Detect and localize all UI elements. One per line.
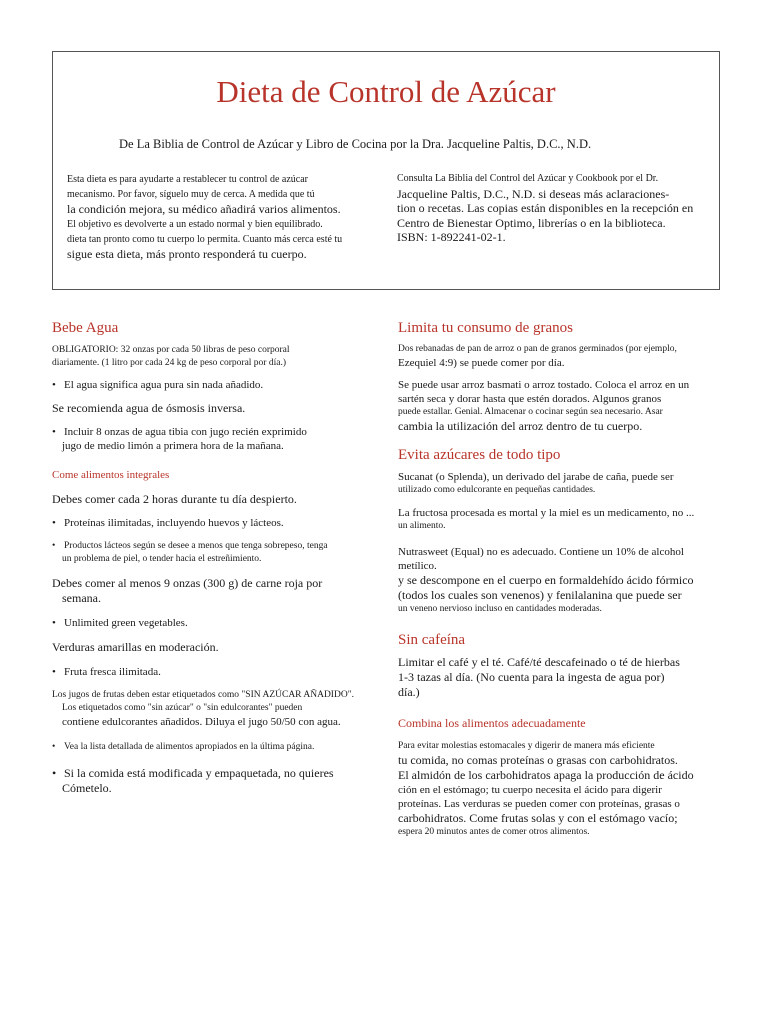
text-line: • Si la comida está modificada y empaquetada, no quieres <box>52 766 385 781</box>
intro-right-line: ISBN: 1-892241-02-1. <box>397 230 506 244</box>
paragraph <box>52 344 385 370</box>
text-line: espera 20 minutos antes de comer otros alimentos. <box>398 827 590 837</box>
right-column <box>398 320 698 839</box>
intro-right-line: Centro de Bienestar Optimo, librerías o en la biblioteca. <box>397 215 666 230</box>
text-line: semana. <box>62 591 101 605</box>
section-heading-grains: Limita tu consumo de granos <box>398 320 573 336</box>
section-heading-water: Bebe Agua <box>52 320 119 336</box>
paragraph: Debes comer cada 2 horas durante tu día despierto. <box>52 492 297 506</box>
paragraph <box>398 655 698 700</box>
text-line: Nutrasweet (Equal) no es adecuado. Contiene un 10% de alcohol metílico. <box>398 546 684 572</box>
intro-right-line: Consulta La Biblia del Control del Azúcar y Cookbook por el Dr. <box>397 173 659 184</box>
header-box <box>52 51 720 290</box>
text-line: El almidón de los carbohidratos apaga la producción de ácido <box>398 768 694 782</box>
text-line: utilizado como edulcorante en pequeñas cantidades. <box>398 485 596 495</box>
text-line: Se puede usar arroz basmati o arroz tostado. Coloca el arroz en un <box>398 379 690 391</box>
page-title: Dieta de Control de Azúcar <box>216 74 556 109</box>
text-line: Ezequiel 4:9) se puede comer por día. <box>398 357 565 369</box>
bullet-item: • Vea la lista detallada de alimentos apropiados en la última página. <box>52 741 385 754</box>
left-column <box>52 320 385 796</box>
intro-left-line: El objetivo es devolverte a un estado normal y bien equilibrado. <box>67 219 323 230</box>
intro-left-line: sigue esta dieta, más pronto responderá tu cuerpo. <box>67 247 307 261</box>
text-line: ción en el estómago; tu cuerpo necesita el ácido para digerir <box>398 784 662 796</box>
intro-left-line: mecanismo. Por favor, síguelo muy de cerca. A medida que tú <box>67 189 315 200</box>
paragraph <box>52 689 385 729</box>
intro-right <box>397 172 697 245</box>
bullet-item <box>52 540 385 566</box>
text-line: sartén seca y dorar hasta que estén dorados. Algunos granos <box>398 393 662 405</box>
text-line: diariamente. (1 litro por cada 24 kg de peso corporal por día.) <box>52 358 286 368</box>
intro-left <box>67 172 365 262</box>
paragraph <box>398 470 698 497</box>
text-line: La fructosa procesada es mortal y la miel es un medicamento, no ... <box>398 507 695 519</box>
bullet-item: • El agua significa agua pura sin nada añadido. <box>52 378 385 392</box>
text-line: Debes comer al menos 9 onzas (300 g) de carne roja por <box>52 576 323 590</box>
text-line: proteínas. Las verduras se pueden comer con proteínas, grasas o <box>398 798 680 810</box>
text-line: día.) <box>398 685 420 699</box>
paragraph <box>398 506 698 533</box>
text-line: OBLIGATORIO: 32 onzas por cada 50 libras de peso corporal <box>52 345 290 355</box>
intro-left-line: la condición mejora, su médico añadirá varios alimentos. <box>67 202 341 216</box>
intro-right-line: tion o recetas. Las copias están disponibles en la recepción en <box>397 201 694 215</box>
bullet-item: • Unlimited green vegetables. <box>52 616 385 630</box>
text-line: Los etiquetados como "sin azúcar" o "sin edulcorantes" pueden <box>62 703 303 713</box>
text-line: (todos los cuales son venenos) y fenilalanina que puede ser <box>398 588 682 602</box>
paragraph <box>398 545 698 616</box>
intro-left-line: dieta tan pronto como tu cuerpo lo permita. Cuanto más cerca esté tu <box>67 234 343 245</box>
text-line: puede estallar. Genial. Almacenar o cocinar según sea necesario. Asar <box>398 407 663 417</box>
bullet-item: • Proteínas ilimitadas, incluyendo huevos y lácteos. <box>52 516 385 530</box>
text-line: un problema de piel, o tender hacia el estreñimiento. <box>62 554 262 564</box>
paragraph <box>398 740 698 839</box>
text-line: • Incluir 8 onzas de agua tibia con jugo recién exprimido <box>52 425 385 439</box>
text-line: un veneno nervioso incluso en cantidades moderadas. <box>398 604 602 614</box>
paragraph <box>398 343 698 370</box>
section-heading-sugar: Evita azúcares de todo tipo <box>398 447 561 463</box>
text-line: y se descompone en el cuerpo en formaldehído ácido fórmico <box>398 573 694 587</box>
paragraph: Verduras amarillas en moderación. <box>52 640 219 654</box>
paragraph <box>52 576 385 606</box>
text-line: jugo de medio limón a primera hora de la mañana. <box>62 440 284 452</box>
text-line: • Productos lácteos según se desee a menos que tenga sobrepeso, tenga <box>52 540 385 553</box>
text-line: carbohidratos. Come frutas solas y con el estómago vacío; <box>398 811 678 825</box>
text-line: Dos rebanadas de pan de arroz o pan de granos germinados (por ejemplo, <box>398 344 677 354</box>
bullet-item <box>52 766 385 796</box>
bullet-item: • Fruta fresca ilimitada. <box>52 665 385 679</box>
section-heading-whole-foods: Come alimentos integrales <box>52 469 170 481</box>
section-heading-combine: Combina los alimentos adecuadamente <box>398 716 586 730</box>
text-line: cambia la utilización del arroz dentro de tu cuerpo. <box>398 419 643 433</box>
text-line: un alimento. <box>398 521 446 531</box>
text-line: Para evitar molestias estomacales y digerir de manera más eficiente <box>398 741 655 751</box>
subtitle: De La Biblia de Control de Azúcar y Libro de Cocina por la Dra. Jacqueline Paltis, D.C., N.D. <box>119 137 592 151</box>
text-line: Los jugos de frutas deben estar etiquetados como "SIN AZÚCAR AÑADIDO". <box>52 690 354 700</box>
section-heading-caffeine: Sin cafeína <box>398 632 466 648</box>
text-line: Cómetelo. <box>62 781 112 795</box>
intro-left-line: Esta dieta es para ayudarte a restablecer tu control de azúcar <box>67 174 308 185</box>
text-line: 1-3 tazas al día. (No cuenta para la ingesta de agua por) <box>398 670 665 684</box>
intro-right-line: Jacqueline Paltis, D.C., N.D. si deseas más aclaraciones- <box>397 186 670 201</box>
text-line: contiene edulcorantes añadidos. Diluya el jugo 50/50 con agua. <box>62 716 341 728</box>
paragraph <box>398 378 698 434</box>
paragraph: Se recomienda agua de ósmosis inversa. <box>52 401 246 415</box>
text-line: Limitar el café y el té. Café/té descafeinado o té de hierbas <box>398 655 680 669</box>
text-line: tu comida, no comas proteínas o grasas con carbohidratos. <box>398 753 678 767</box>
bullet-item <box>52 425 385 453</box>
text-line: Sucanat (o Splenda), un derivado del jarabe de caña, puede ser <box>398 471 674 483</box>
